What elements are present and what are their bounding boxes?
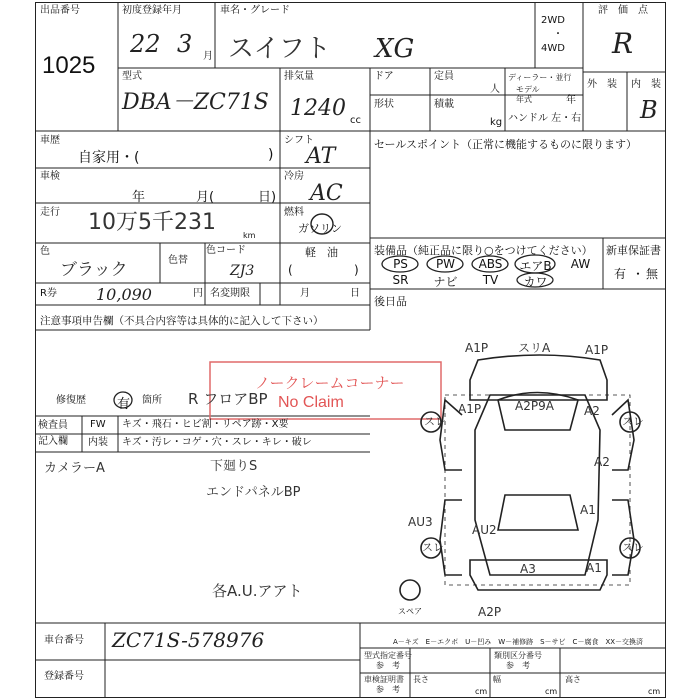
no-claim-en: No Claim (278, 394, 344, 411)
load-label: 積載 (434, 99, 454, 110)
length-unit: cm (475, 687, 488, 696)
diagram-label-4: スレ (424, 415, 446, 428)
car-grade: XG (375, 34, 415, 64)
diagram-label-2: スリA (518, 341, 551, 355)
color-change-label: 色替 (168, 255, 188, 266)
diagram-label-5: A1P (458, 402, 482, 416)
handle-label: ハンドル 左・右 (508, 113, 582, 124)
drive-2wd: 2WD (541, 15, 565, 26)
color-code-label: 色コード (206, 245, 246, 256)
color-value: ブラック (60, 260, 128, 280)
fuel-paren-open: ( (288, 263, 293, 277)
inspection-year: 年 (132, 190, 146, 205)
shift-value: AT (306, 144, 336, 169)
interior-label: 内 装 (631, 79, 661, 90)
history-close: ) (268, 147, 274, 163)
diagram-label-3: A1P (585, 343, 609, 357)
model-code-label: 型式指定番号 (364, 651, 412, 660)
accessories-label: 後日品 (374, 295, 407, 308)
inspector-note-right-1: 下廻りS (210, 459, 258, 474)
first-registration-era: 22 (130, 30, 161, 58)
class-number-ref: 参 考 (506, 661, 530, 670)
name-change-label: 名変期限 (210, 288, 250, 299)
repair-location-value: R フロアBP (188, 390, 268, 408)
recycle-label: R券 (40, 288, 57, 299)
fw-label: FW (90, 419, 106, 430)
month-unit: 月 (203, 51, 213, 62)
no-claim-jp: ノークレームコーナー (255, 374, 405, 392)
diagram-label-15: A1 (586, 561, 602, 575)
person-unit: 人 (490, 84, 500, 95)
diagram-label-10: A1 (580, 503, 596, 517)
lot-number: 1025 (42, 52, 96, 79)
first-registration-month: 3 (177, 30, 193, 58)
exterior-label: 外 装 (587, 79, 617, 90)
fuel-label: 燃料 (284, 207, 304, 218)
warranty-no: 無 (646, 267, 659, 281)
sales-point-title: セールスポイント（正常に機能するものに限ります） (374, 138, 638, 151)
model-code: DBA－ZC71S (122, 90, 269, 115)
height-unit: cm (648, 687, 661, 696)
repair-location-label: 箇所 (142, 395, 162, 406)
equipment-airbag: エアB (519, 259, 552, 273)
equipment-tv: TV (482, 273, 499, 287)
door-label: ドア (374, 71, 394, 82)
equipment-sr: SR (392, 273, 409, 287)
width-label: 幅 (493, 675, 501, 684)
warranty-separator: ・ (632, 267, 645, 281)
color-label: 色 (40, 246, 50, 257)
history-value: 自家用・( (78, 150, 140, 166)
equipment-ps: PS (393, 257, 408, 271)
model-label: 型式 (122, 71, 142, 82)
kg-unit: kg (490, 117, 503, 128)
inspection-label: 車検 (40, 171, 60, 182)
fw-items: キズ・飛石・ヒビ割・リペア跡・X要 (122, 419, 289, 430)
equipment-circles (378, 252, 603, 288)
equipment-leather: カワ (523, 275, 548, 289)
warranty-label: 新車保証書 (606, 244, 661, 257)
inspector-label-1: 検査員 (38, 420, 68, 431)
car-name-label: 車名・グレード (220, 5, 290, 16)
capacity-label: 定員 (434, 71, 454, 82)
certificate-ref: 参 考 (376, 685, 400, 694)
inspection-day: 日) (258, 190, 277, 205)
height-label: 高さ (565, 675, 581, 684)
diagram-label-8: スレ (622, 415, 644, 428)
model-year-label: モデル (516, 85, 540, 94)
diagram-label-6: A2P9A (515, 399, 554, 413)
fuel-paren-close: ) (354, 263, 359, 277)
lot-number-label: 出品番号 (40, 5, 80, 16)
dealer-label: ディーラー・並行 (508, 73, 572, 82)
model-year-label2: 年式 (516, 95, 532, 104)
length-label: 長さ (413, 675, 429, 684)
color-code-value: ZJ3 (230, 263, 255, 279)
yen-unit: 円 (193, 288, 203, 299)
fuel-diesel: 軽 油 (305, 246, 338, 259)
repair-history-label: 修復歴 (56, 395, 86, 406)
diagram-label-17: A2P (478, 605, 502, 619)
certificate-label: 車検証明書 (364, 675, 404, 684)
car-name: スイフト (228, 34, 331, 64)
year-unit: 年 (566, 95, 576, 106)
equipment-abs: ABS (478, 257, 503, 271)
interior-inspect-label: 内装 (88, 437, 108, 448)
diagram-label-12: AU2 (472, 523, 497, 537)
shift-label: シフト (284, 135, 314, 146)
repair-history-value: 有 (117, 397, 131, 412)
evaluation-score: R (612, 27, 634, 60)
inspector-note-right-2: エンドパネルBP (206, 485, 301, 500)
km-unit: km (243, 231, 256, 240)
recycle-value: 10,090 (96, 285, 152, 304)
fuel-gasoline-circle (309, 212, 335, 236)
evaluation-label: 評 価 点 (598, 5, 648, 16)
drive-separator: ・ (553, 29, 563, 40)
drive-4wd: 4WD (541, 43, 565, 54)
inspector-note-left: カメラーA (44, 461, 105, 476)
mileage-label: 走行 (40, 207, 60, 218)
diagram-label-1: A1P (465, 341, 489, 355)
chassis-label: 車台番号 (44, 635, 84, 646)
diagram-label-7: A2 (584, 404, 600, 418)
ac-value: AC (310, 181, 343, 206)
diagram-label-13: A3 (520, 562, 536, 576)
equipment-navi: ナビ (433, 275, 458, 289)
width-unit: cm (545, 687, 558, 696)
chassis-number: ZC71S-578976 (112, 628, 265, 652)
equipment-pw: PW (435, 257, 456, 271)
diagram-label-11: AU3 (408, 515, 433, 529)
diagram-label-14: スレ (422, 541, 444, 554)
model-code-ref: 参 考 (376, 661, 400, 670)
equipment-aw: AW (570, 257, 591, 271)
diagram-label-16: スレ (622, 541, 644, 554)
damage-legend: A－キズ E－エクボ U－凹み W－補修跡 S－サビ C－腐食 XX－交換済 (393, 638, 644, 646)
equipment-title: 装備品（純正品に限り○をつけてください） (374, 244, 593, 257)
repair-yes-circle (112, 390, 134, 410)
notes-title: 注意事項申告欄（不具合内容等は具体的に記入して下さい） (40, 315, 324, 327)
history-label: 車歴 (40, 135, 60, 146)
inspection-month: 月( (196, 190, 215, 205)
warranty-yes: 有 (614, 267, 627, 281)
class-number-label: 類別区分番号 (494, 651, 542, 660)
displacement-value: 1240 (290, 96, 346, 121)
diagram-label-9: A2 (594, 455, 610, 469)
inspector-label-2: 記入欄 (38, 436, 68, 447)
inspector-note-bottom: 各A.U.アアト (212, 582, 303, 600)
registration-label: 登録番号 (44, 671, 84, 682)
ac-label: 冷房 (284, 171, 304, 182)
name-change-day: 日 (350, 288, 360, 299)
mileage-value: 10万5千231 (88, 210, 216, 235)
interior-items: キズ・汚レ・コゲ・穴・スレ・キレ・破レ (122, 437, 312, 448)
name-change-month: 月 (300, 288, 310, 299)
displacement-label: 排気量 (284, 71, 314, 82)
spare-label: スペア (398, 607, 422, 616)
first-registration-label: 初度登録年月 (122, 5, 182, 16)
shape-label: 形状 (374, 99, 394, 110)
cc-unit: cc (350, 115, 361, 126)
fuel-gasoline: ガソリン (298, 222, 342, 235)
interior-score: B (640, 96, 658, 124)
